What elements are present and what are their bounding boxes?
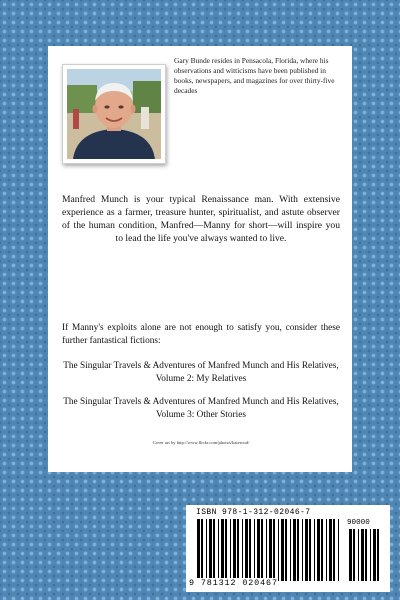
price-addon-number: 90000 <box>347 519 370 527</box>
cover-art-credit: Cover art by http://www.flickr.com/photos/katerood/ <box>152 440 250 445</box>
addon-barcode-bars <box>348 529 384 581</box>
further-title-volume-2: The Singular Travels & Adventures of Manfred Munch and His Relatives, Volume 2: My Relatives <box>63 361 339 384</box>
ean-barcode-bars <box>196 519 344 581</box>
ean-number: 9 781312 020467 <box>189 578 278 588</box>
author-photo <box>67 69 161 159</box>
isbn-barcode <box>186 505 390 592</box>
author-photo-frame <box>62 64 166 164</box>
book-description: Manfred Munch is your typical Renaissance man. With extensive experience as a farmer, treasure hunter, spiritualist, and astute observer of the human condition, Manfred—Manny for short—will inspire you to lead the life you've always wanted to live. <box>62 194 340 244</box>
further-fictions-intro: If Manny's exploits alone are not enough to satisfy you, consider these further fantastical fictions: <box>62 323 340 346</box>
isbn-label: ISBN 978-1-312-02046-7 <box>196 508 311 517</box>
author-bio: Gary Bunde resides in Pensacola, Florida, where his observations and witticisms have been published in books, newspapers, and magazines for over thirty-five decades <box>174 56 335 95</box>
further-title-volume-3: The Singular Travels & Adventures of Manfred Munch and His Relatives, Volume 3: Other Stories <box>63 397 339 420</box>
text-panel <box>48 46 352 472</box>
